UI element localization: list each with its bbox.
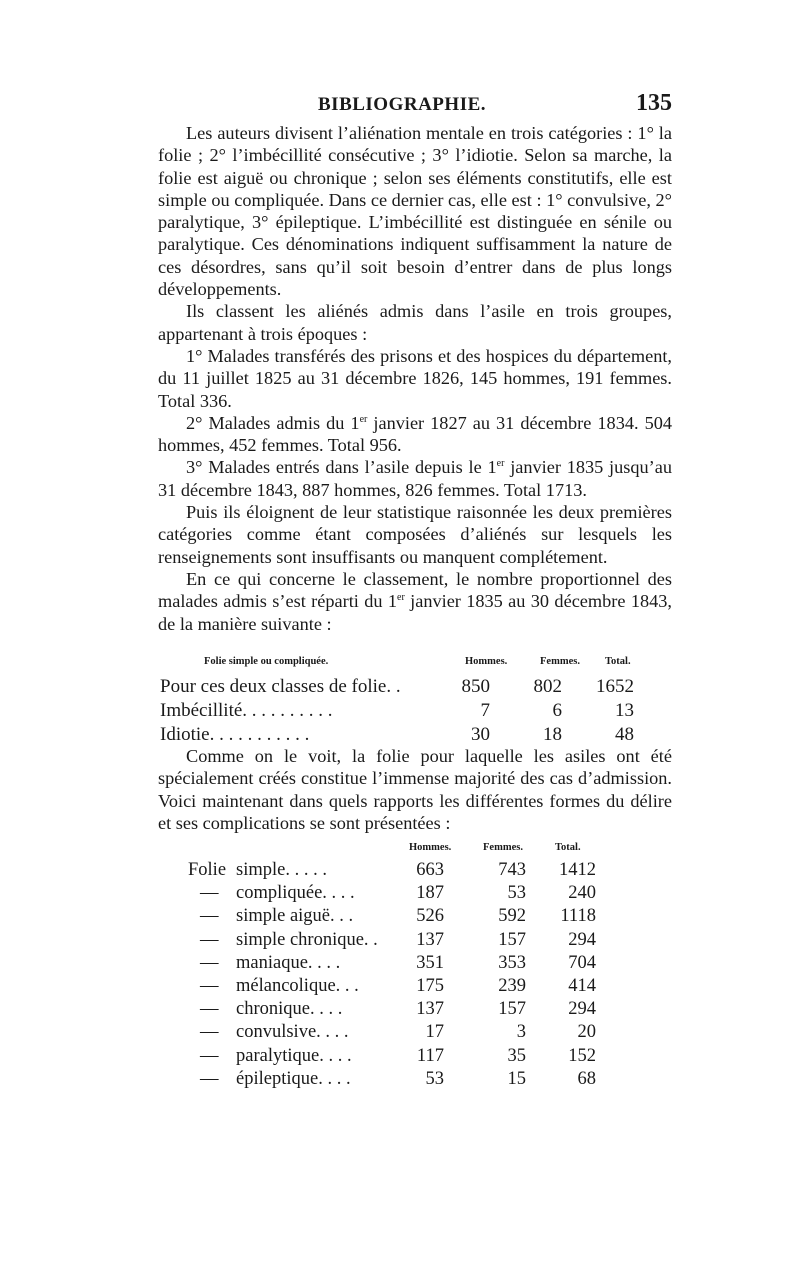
table-row: [158, 976, 672, 999]
row-label: simple. . . . .: [236, 860, 327, 880]
row-women: 239: [498, 975, 526, 996]
forms-table: [158, 842, 672, 1092]
row-total: 48: [615, 724, 634, 745]
row-women: 6: [552, 700, 562, 721]
paragraph-exclusion: Puis ils éloignent de leur statistique raisonnée les deux premières catégories comme étant composées d’aliénés sur lesquels les renseignements sont insuffisants ou manquent complétement.: [158, 502, 672, 567]
row-label: épileptique. . . .: [236, 1068, 351, 1089]
row-men: 30: [471, 724, 490, 745]
row-women: 157: [498, 999, 526, 1020]
table-header: [158, 842, 672, 860]
row-prefix: —: [200, 906, 219, 927]
body-text-2: [158, 745, 672, 834]
paragraph-groups: Ils classent les aliénés admis dans l’asile en trois groupes, appartenant à trois époques :: [158, 301, 672, 344]
row-men: 850: [461, 676, 490, 697]
table-row: [158, 700, 672, 724]
row-prefix: —: [200, 999, 219, 1020]
row-total: 1652: [596, 676, 634, 697]
row-men: 53: [425, 1068, 444, 1089]
row-total: 414: [568, 975, 596, 996]
paragraph-classification: En ce qui concerne le classement, le nombre proportionnel des malades admis s’est réparti du 1er janvier 1835 au 30 décembre 1843, de la manière suivante :: [158, 568, 672, 634]
row-label: maniaque. . . .: [236, 952, 341, 973]
header-men: Hommes.: [465, 656, 508, 667]
row-women: 3: [516, 1022, 526, 1043]
row-label: Imbécillité. . . . . . . . . .: [160, 700, 333, 721]
table-row: [158, 883, 672, 906]
header-women: Femmes.: [483, 842, 523, 853]
header-total: Total.: [605, 656, 631, 667]
table-row: [158, 860, 672, 883]
row-label: compliquée. . . .: [236, 883, 355, 904]
table-row: [158, 1022, 672, 1045]
row-women: 53: [507, 883, 526, 904]
paragraph-forms: Comme on le voit, la folie pour laquelle les asiles ont été spécialement créés constitue l’immense majorité des cas d’admission. Voici maintenant dans quels rapports les différentes formes du délire et ses complications se sont présentées :: [158, 746, 672, 833]
row-women: 802: [533, 676, 562, 697]
row-men: 17: [425, 1022, 444, 1043]
row-total: 13: [615, 700, 634, 721]
row-prefix: —: [200, 1045, 219, 1066]
paragraph-group-2: 2° Malades admis du 1er janvier 1827 au 31 décembre 1834. 504 hommes, 452 femmes. Total 956.: [158, 412, 672, 456]
row-men: 7: [480, 700, 490, 721]
row-prefix: —: [200, 1068, 219, 1089]
row-total: 1118: [560, 906, 596, 927]
table-row: [158, 930, 672, 953]
row-prefix: Folie: [188, 860, 227, 880]
paragraph-group-1: 1° Malades transférés des prisons et des hospices du département, du 11 juillet 1825 au 31 décembre 1826, 145 hommes, 191 femmes. Total 336.: [158, 345, 672, 411]
table-row: [158, 1069, 672, 1092]
running-title: BIBLIOGRAPHIE.: [318, 94, 487, 115]
row-label: Pour ces deux classes de folie. .: [160, 676, 401, 697]
row-men: 526: [416, 906, 444, 927]
row-label: paralytique. . . .: [236, 1045, 352, 1066]
row-total: 294: [568, 929, 596, 950]
row-label: simple aiguë. . .: [236, 906, 354, 927]
body-text: [158, 122, 672, 635]
row-label: mélancolique. . .: [236, 975, 359, 996]
row-prefix: —: [200, 952, 219, 973]
row-men: 663: [416, 860, 444, 880]
row-total: 294: [568, 999, 596, 1020]
row-men: 351: [416, 952, 444, 973]
row-women: 35: [507, 1045, 526, 1066]
paragraph-group-3: 3° Malades entrés dans l’asile depuis le 1er janvier 1835 jusqu’au 31 décembre 1843, 887 hommes, 826 femmes. Total 1713.: [158, 457, 672, 500]
classification-table: [158, 656, 672, 748]
row-total: 20: [577, 1022, 596, 1043]
row-total: 152: [568, 1045, 596, 1066]
page-number: 135: [636, 90, 672, 116]
header-total: Total.: [555, 842, 581, 853]
row-men: 117: [416, 1045, 444, 1066]
row-women: 15: [507, 1068, 526, 1089]
row-women: 157: [498, 929, 526, 950]
row-men: 137: [416, 929, 444, 950]
row-total: 704: [568, 952, 596, 973]
row-total: 1412: [559, 860, 596, 880]
row-women: 353: [498, 952, 526, 973]
row-men: 187: [416, 883, 444, 904]
row-label: chronique. . . .: [236, 999, 343, 1020]
table-row: [158, 676, 672, 700]
row-total: 240: [568, 883, 596, 904]
row-label: simple chronique. .: [236, 929, 378, 950]
row-men: 175: [416, 975, 444, 996]
row-women: 18: [543, 724, 562, 745]
header-women: Femmes.: [540, 656, 580, 667]
header-men: Hommes.: [409, 842, 452, 853]
row-prefix: —: [200, 883, 219, 904]
table-row: [158, 1046, 672, 1069]
table-row: [158, 999, 672, 1022]
table-row: [158, 906, 672, 929]
row-prefix: —: [200, 1022, 219, 1043]
row-total: 68: [577, 1068, 596, 1089]
row-women: 743: [498, 860, 526, 880]
header-label: Folie simple ou compliquée.: [204, 656, 329, 667]
row-label: Idiotie. . . . . . . . . . .: [160, 724, 310, 745]
table-header: [158, 656, 672, 676]
running-header: [158, 90, 672, 120]
row-prefix: —: [200, 975, 219, 996]
row-label: convulsive. . . .: [236, 1022, 349, 1043]
row-men: 137: [416, 999, 444, 1020]
row-prefix: —: [200, 929, 219, 950]
paragraph-categories: Les auteurs divisent l’aliénation mentale en trois catégories : 1° la folie ; 2° l’imbécillité consécutive ; 3° l’idiotie. Selon sa marche, la folie est aiguë ou chronique ; selon ses éléments constitutifs, elle est simple ou compliquée. Dans ce dernier cas, elle est : 1° convulsive, 2° paralytique, 3° épileptique. L’imbécillité est distinguée en sénile ou paralytique. Ces dénominations indiquent suffisamment la nature de ces désordres, sans qu’il soit besoin d’entrer dans de plus longs développements.: [158, 123, 672, 300]
row-women: 592: [498, 906, 526, 927]
table-row: [158, 953, 672, 976]
